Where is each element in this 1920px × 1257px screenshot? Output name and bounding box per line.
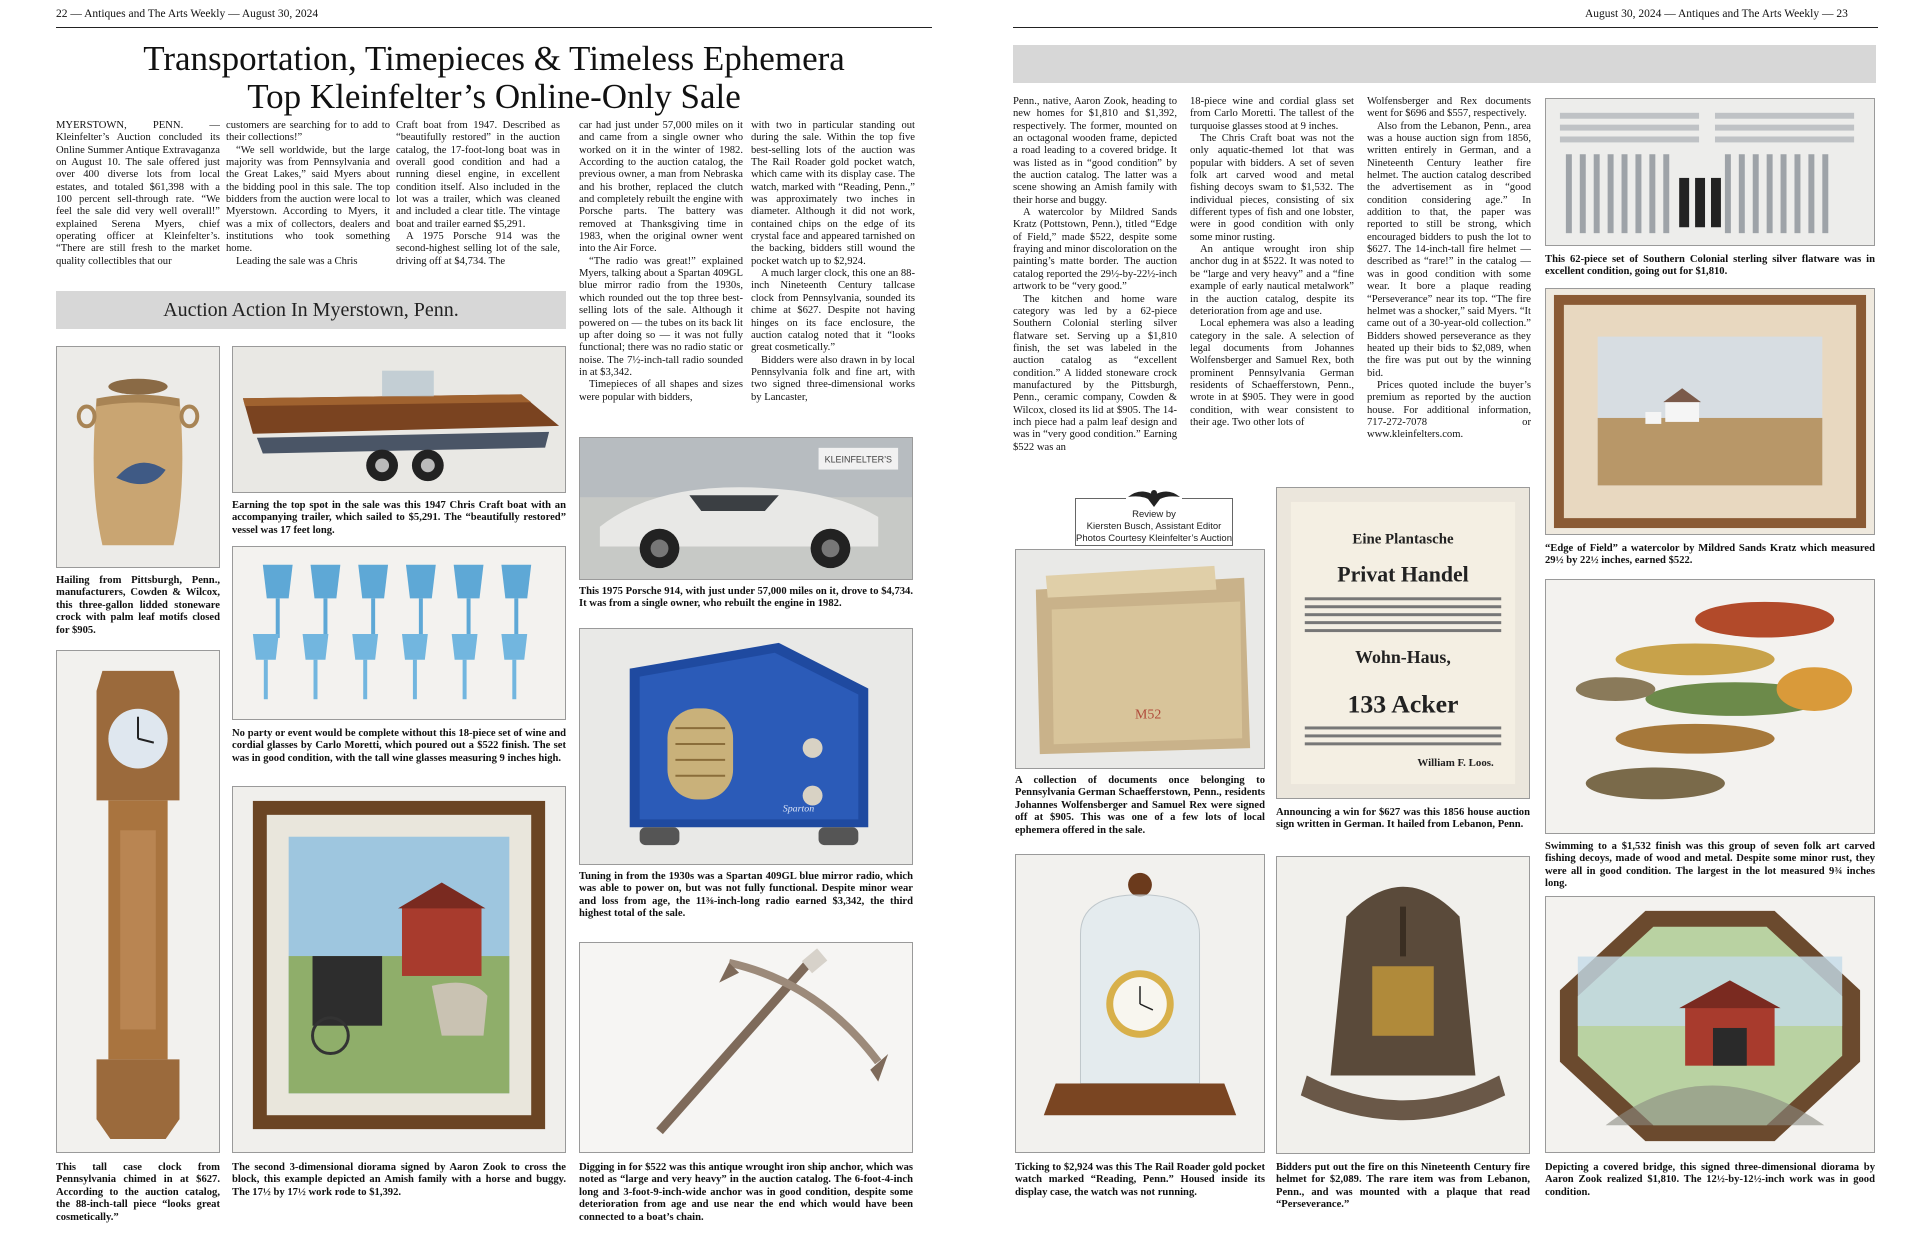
- paragraph: Leading the sale was a Chris: [236, 255, 358, 267]
- paragraph: Bidders were also drawn in by local Pennsylvania folk and fine art, with two signed three-dimensional works by Lancaster,: [751, 354, 915, 403]
- caption-crock: Hailing from Pittsburgh, Penn., manufacturers, Cowden & Wilcox, this three-gallon lidded stoneware crock with palm leaf motifs closed for $905.: [56, 575, 220, 636]
- paragraph: Timepieces of all shapes and sizes were popular with bidders,: [579, 379, 743, 403]
- sign-line-3: Wohn-Haus,: [1355, 646, 1451, 667]
- caption-watercolor: “Edge of Field” a watercolor by Mildred Sands Kratz which measured 29½ by 22½ inches, earned $522.: [1545, 543, 1875, 567]
- right-body-column-2: [1190, 96, 1354, 474]
- sign-line-1: Eine Plantasche: [1352, 531, 1454, 548]
- headline: [56, 40, 932, 116]
- paragraph: “The radio was great!” explained Myers, talking about a Spartan 409GL blue mirror radio from the 1930s, which rounded out the top three best-selling lots of the sale. Although it powered on — the tubes on its back lit up after doing so — it was not fully functional; there was no radio static or noise. The 7½-inch-tall radio sounded in at $3,342.: [579, 255, 743, 378]
- paragraph: A watercolor by Mildred Sands Kratz (Pottstown, Penn.), titled “Edge of Field,” made $522, despite some fraying and minor discoloration on the painting’s matte border. The auction catalog reported the 29½-by-22½-inch artwork to be “very good.”: [1013, 207, 1177, 293]
- right-folio: August 30, 2024 — Antiques and The Arts Weekly — 23: [1585, 8, 1848, 20]
- credit-line-3: Photos Courtesy Kleinfelter’s Auction: [1076, 533, 1232, 544]
- paragraph: Prices quoted include the buyer’s premium as reported by the auction house. For additional information, 717-272-7078 or www.kleinfelters.com.: [1367, 379, 1531, 441]
- clock-photo: [56, 650, 220, 1153]
- caption-documents: A collection of documents once belonging to Pennsylvania German Schaefferstown, Penn., residents Johannes Wolfensberger and Samuel Rex were signed off at $905. This was one of a few lots of local ephemera offered in the sale.: [1015, 775, 1265, 836]
- paragraph: The Chris Craft boat was not the only aquatic-themed lot that was popular with bidders. A set of seven folk art carved wood and metal fishing decoys swam to $1,532. The individual pieces, consisting of six different types of fish and one lobster, were in good condition with only some minor rusting.: [1190, 133, 1354, 243]
- covered-bridge-photo: [1545, 896, 1875, 1153]
- radio-photo: [579, 628, 913, 865]
- watercolor-photo: [1545, 288, 1875, 535]
- paragraph: Local ephemera was also a leading category in the sale. A selection of legal documents from Johannes Wolfensberger and Samuel Rex, both prominent Pennsylvania German residents of Schaefferstown, Penn., wrote in at $905. They were in good condition, with wear consistent to their age. Two other lots of: [1190, 318, 1354, 428]
- paragraph: “We sell worldwide, but the large majority was from Pennsylvania and the Great Lakes,” said Myers about the bidding pool in this sale. The top bidders from the auction were local to Myerstown. According to Myers, it was a mix of collectors, dealers and institutions who took something home.: [226, 144, 390, 255]
- paragraph: Also from the Lebanon, Penn., area was a house auction sign from 1856, written entirely in German, and a Nineteenth Century leather fire helmet. The auction catalog described the advertisement as in “good condition considering age.” In addition to that, the paper was reported to still be strong, which encouraged bidders to push the lot to $627. The 14-inch-tall fire helmet — described as “rare!” in the catalog — was in good condition with some wear. It bore a plaque reading “Perseverance” near its top. “The fire helmet was a shocker,” said Myers. “It came out of a 30-year-old collection.” Bidders showed perseverance as they heated up their bids to $2,089, when the fire was put out by the winning bid.: [1367, 120, 1531, 379]
- paragraph: Craft boat from 1947. Described as “beautifully restored” in the auction catalog, the 17-foot-long boat was in overall good condition and had a running diesel engine, in excellent condition itself. Also included in the lot was a trailer, which was cleaned and included a clear title. The vintage boat and trailer earned $5,291.: [396, 120, 560, 230]
- paragraph: A much larger clock, this one an 88-inch Nineteenth Century tallcase clock from Pennsylvania, sounded its chime at $627. Despite not having hinges on its face enclosure, the auction catalog noted that it “looks great cosmetically.”: [751, 268, 915, 354]
- glasses-photo: [232, 546, 566, 720]
- left-body-column-2: [226, 120, 390, 283]
- paragraph: The kitchen and home ware category was led by a 62-piece Southern Colonial sterling silver flatware set. Serving up a $1,810 finish, the set was labeled in the auction catalog as “excellent condition.” A lidded stoneware crock manufactured by the Pittsburgh, Penn., ceramic company, Cowden & Wilcox, closed its lid at $905. The 14-inch piece had a palm leaf design and was in “very good condition.” Earning $522 was an: [1013, 293, 1177, 453]
- right-header-bar: [1013, 45, 1876, 83]
- caption-anchor: Digging in for $522 was this antique wrought iron ship anchor, which was noted as “large and very heavy” in the auction catalog. The 6-foot-4-inch long and 3-foot-9-inch-wide anchor was in good condition, despite some deterioration from age and use near the end which would have been connected to a boat’s chain.: [579, 1162, 913, 1223]
- left-top-rule: [56, 27, 932, 28]
- eagle-icon: [1126, 485, 1182, 509]
- caption-clock: This tall case clock from Pennsylvania chimed in at $627. According to the auction catalog, the 88-inch-tall piece “looks great cosmetically.”: [56, 1162, 220, 1223]
- caption-pocket-watch: Ticking to $2,924 was this The Rail Roader gold pocket watch marked “Reading, Penn.” Housed inside its display case, the watch was not running.: [1015, 1162, 1265, 1198]
- paragraph: Wolfensberger and Rex documents went for $696 and $557, respectively.: [1367, 96, 1531, 120]
- paragraph: customers are searching for to add to their collections!”: [226, 120, 390, 144]
- caption-amish-diorama: The second 3-dimensional diorama signed by Aaron Zook to cross the block, this example depicted an Amish family with a horse and buggy. The 17½ by 17½ work rode to $1,392.: [232, 1162, 566, 1198]
- review-credit-box: [1075, 498, 1233, 546]
- caption-fire-helmet: Bidders put out the fire on this Nineteenth Century fire helmet for $2,089. The rare item was from Lebanon, Penn., and was mounted with a plaque that read “Perseverance.”: [1276, 1162, 1530, 1211]
- left-folio: 22 — Antiques and The Arts Weekly — August 30, 2024: [56, 8, 319, 20]
- documents-photo: [1015, 549, 1265, 769]
- caption-radio: Tuning in from the 1930s was a Spartan 409GL blue mirror radio, which was able to power on, but was not fully functional. Despite minor wear and loss from age, the 11⅜-inch-long radio earned $3,342, the third highest total of the sale.: [579, 871, 913, 920]
- caption-porsche: This 1975 Porsche 914, with just under 57,000 miles on it, drove to $4,734. It was from a single owner, who rebuilt the engine in 1982.: [579, 586, 913, 610]
- headline-line-1: Transportation, Timepieces & Timeless Ephemera: [143, 39, 845, 78]
- boat-photo: [232, 346, 566, 493]
- caption-boat: Earning the top spot in the sale was this 1947 Chris Craft boat with an accompanying trailer, which sailed to $5,291. The “beautifully restored” vessel was 17 feet long.: [232, 500, 566, 536]
- sign-line-4: 133 Acker: [1347, 689, 1459, 719]
- paragraph: car had just under 57,000 miles on it and came from a single owner who worked on it in the winter of 1982. According to the auction catalog, the previous owner, a man from Nebraska and his brother, replaced the clutch and completely rebuilt the engine with Porsche parts. The battery was removed at Thanksgiving time in 1983, when the original owner went into the Air Force.: [579, 120, 743, 255]
- credit-line-1: Review by: [1132, 509, 1176, 520]
- fish-decoys-photo: [1545, 579, 1875, 834]
- caption-auction-sign: Announcing a win for $627 was this 1856 house auction sign written in German. It hailed from Lebanon, Penn.: [1276, 807, 1530, 831]
- left-body-column-1: [56, 120, 220, 283]
- section-title-bar: [56, 291, 566, 329]
- dealer-sign-text: KLEINFELTER’S: [824, 454, 893, 465]
- right-body-column-3: [1367, 96, 1531, 474]
- caption-glasses: No party or event would be complete without this 18-piece set of wine and cordial glasses by Carlo Moretti, which poured out a $522 finish. The set was in good condition, with the tall wine glasses measuring 9 inches high.: [232, 728, 566, 764]
- paragraph: MYERSTOWN, PENN. — Kleinfelter’s Auction concluded its Online Summer Antique Extravaganza on August 10. The sale offered just over 400 diverse lots from local estates, and totaled $61,398 with a 100 percent sell-through rate. “We feel the sale did very well overall!” explained Serena Myers, chief operating officer at Kleinfelter’s. “There are still fresh to the market quality collectibles that our: [56, 120, 220, 267]
- pocket-watch-photo: [1015, 854, 1265, 1153]
- credit-line-2: Kiersten Busch, Assistant Editor: [1086, 521, 1222, 532]
- svg-text:M52: M52: [1135, 707, 1162, 723]
- crock-photo: [56, 346, 220, 568]
- anchor-photo: [579, 942, 913, 1153]
- amish-diorama-photo: [232, 786, 566, 1153]
- left-body-column-3: [396, 120, 560, 283]
- fire-helmet-photo: [1276, 856, 1530, 1154]
- right-body-column-1: [1013, 96, 1177, 474]
- radio-brand-text: Sparton: [782, 803, 815, 815]
- caption-fish-decoys: Swimming to a $1,532 finish was this group of seven folk art carved fishing decoys, made of wood and metal. Despite some minor rust, they were all in good condition. The largest in the lot measured 9¾ inches long.: [1545, 841, 1875, 890]
- paragraph: Penn., native, Aaron Zook, heading to new homes for $1,810 and $1,392, respectively. The former, mounted on an octagonal wooden frame, depicted a road leading to a covered bridge. It was listed as in “good condition” by the auction catalog. The latter was a scene showing an Amish family with their horse and buggy.: [1013, 96, 1177, 206]
- sign-line-5: William F. Loos.: [1417, 757, 1494, 770]
- paragraph: 18-piece wine and cordial glass set from Carlo Moretti. The tallest of the turquoise glasses stood at 9 inches.: [1190, 96, 1354, 132]
- caption-flatware: This 62-piece set of Southern Colonial sterling silver flatware was in excellent condition, going out for $1,810.: [1545, 254, 1875, 278]
- porsche-photo: [579, 437, 913, 580]
- auction-sign-photo: [1276, 487, 1530, 799]
- section-title: Auction Action In Myerstown, Penn.: [163, 299, 459, 321]
- sign-line-2: Privat Handel: [1337, 562, 1469, 587]
- paragraph: An antique wrought iron ship anchor dug in at $522. It was noted to be “large and very heavy” and a “fine example of early nautical metalwork” in the auction catalog, despite its deterioration from age and use.: [1190, 244, 1354, 317]
- headline-line-2: Top Kleinfelter’s Online-Only Sale: [247, 77, 741, 116]
- paragraph: A 1975 Porsche 914 was the second-highest selling lot of the sale, driving off at $4,734. The: [396, 231, 560, 267]
- paragraph: with two in particular standing out during the sale. Within the top five best-selling lots of the auction was The Rail Roader gold pocket watch, which came with its display case. The watch, marked with “Reading, Penn.,” was approximately two inches in diameter. Although it did not work, contained chips on the edge of its crystal face and appeared tarnished on the backing, bidders still wound the pocket watch up to $2,924.: [751, 120, 915, 267]
- flatware-photo: [1545, 98, 1875, 246]
- right-top-rule: [1013, 27, 1878, 28]
- caption-covered-bridge: Depicting a covered bridge, this signed three-dimensional diorama by Aaron Zook realized $1,810. The 12½-by-12½-inch work was in good condition.: [1545, 1162, 1875, 1198]
